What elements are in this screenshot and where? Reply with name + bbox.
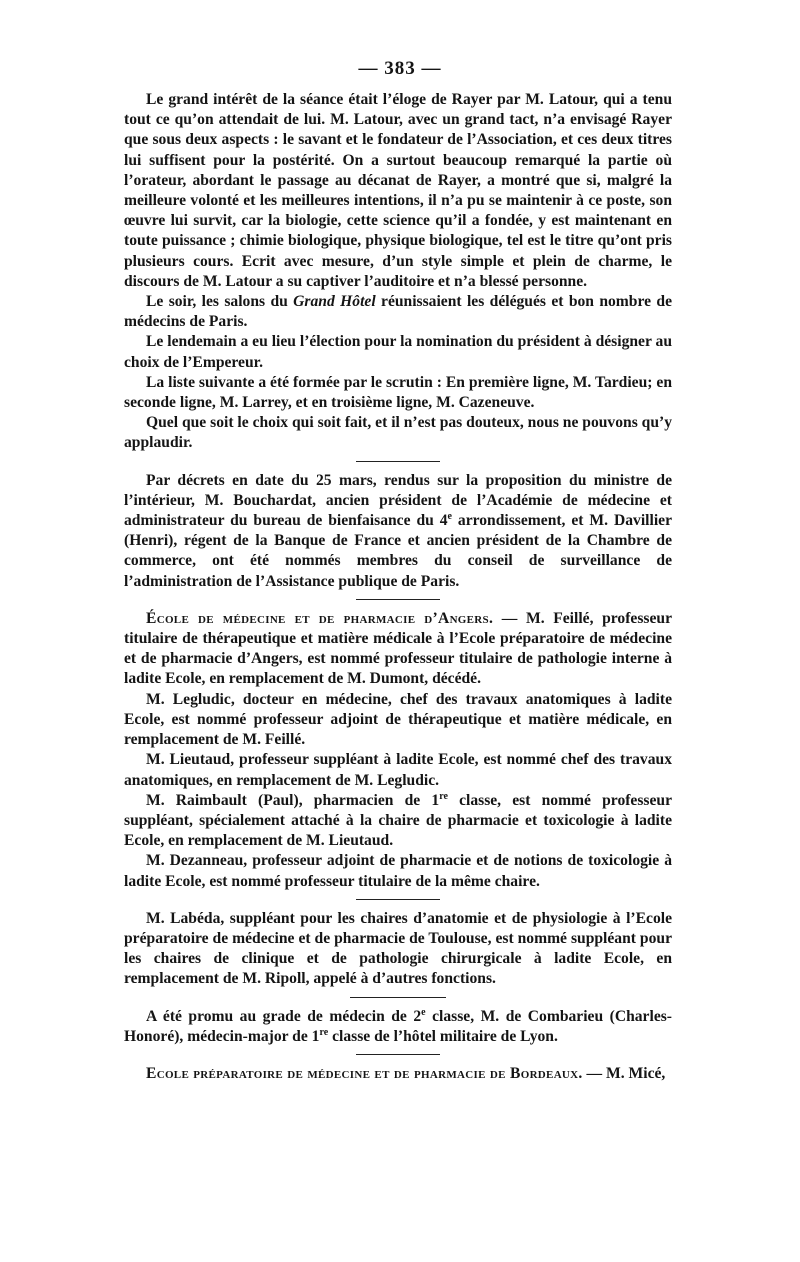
paragraph-dezanneau: M. Dezanneau, professeur adjoint de pharmacie et de notions de toxicologie à ladite Ecole, est nommé professeur titulaire de la même chaire. xyxy=(124,852,672,890)
paragraph-lieutaud: M. Lieutaud, professeur suppléant à ladite Ecole, est nommé chef des travaux anatomiques, en remplacement de M. Legludic. xyxy=(124,751,672,789)
paragraph-scrutin: La liste suivante a été formée par le scrutin : En première ligne, M. Tardieu; en seconde ligne, M. Larrey, et en troisième ligne, M. Cazeneuve. xyxy=(124,373,672,412)
paragraph-legludic: M. Legludic, docteur en médecine, chef des travaux anatomiques à ladite Ecole, est nommé professeur adjoint de thérapeutique et matière médicale, en remplacement de M. Feillé. xyxy=(124,690,672,749)
page-number: — 383 — xyxy=(358,58,442,79)
grand-hotel-italic: Grand Hôtel xyxy=(293,293,376,311)
paragraph-grand-hotel: Le soir, les salons du Grand Hôtel réunissaient les délégués et bon nombre de médecins de Paris. xyxy=(124,293,672,331)
paragraph-raimbault: M. Raimbault (Paul), pharmacien de 1re classe, est nommé professeur suppléant, spécialement attaché à la chaire de pharmacie et toxicologie à ladite Ecole, en remplacement de M. Lieutaud. xyxy=(124,790,673,850)
paragraph-election: Le lendemain a eu lieu l’élection pour la nomination du président à désigner au choix de l’Empereur. xyxy=(124,333,672,371)
paragraph-choix: Quel que soit le choix qui soit fait, et il n’est pas douteux, nous ne pouvons qu’y applaudir. xyxy=(124,414,672,452)
paragraph-labeda: M. Labéda, suppléant pour les chaires d’anatomie et de physiologie à l’Ecole préparatoire de médecine et de pharmacie de Toulouse, est nommé suppléant pour les chaires de clinique et de pathologie chirurgicale à ladite Ecole, en remplacement de M. Ripoll, appelé à d’autres fonctions. xyxy=(124,909,672,988)
paragraph-eloge-rayer: Le grand intérêt de la séance était l’éloge de Rayer par M. Latour, qui a tenu tout ce qu’on attendait de lui. M. Latour, avec un grand tact, n’a envisagé Rayer que sous deux aspects : le savant et le fondateur de l’Association, et ces deux titres lui suffisent pour la postérité. On a surtout beaucoup remarqué la partie où l’orateur, abordant le passage au décanat de Rayer, a montré que si, malgré la meilleure volonté et les meilleures intentions, il n’a pu se maintenir à ce poste, son œuvre lui survit, car la biologie, cette science qu’il a fondée, y est maintenant en toute puissance ; chimie biologique, physique biologique, tel est le titre qu’ont pris plusieurs cours. Ecrit avec mesure, d’un style simple et plein de charme, le discours de M. Latour a su captiver l’auditoire et n’a blessé personne. xyxy=(124,91,672,290)
separator-rule xyxy=(356,899,440,900)
paragraph-decrets: Par décrets en date du 25 mars, rendus sur la proposition du ministre de l’intérieur, M. Bouchardat, ancien président de l’Académie de médecine et administrateur du bureau de bienfaisance du 4e arrondissement, et M. Davillier (Henri), régent de la Banque de France et ancien président de la Chambre de commerce, ont été nommés membres du conseil de surveillance de l’administration de l’Assistance publique de Paris. xyxy=(124,471,672,590)
section-heading-angers: École de médecine et de pharmacie d’Angers. xyxy=(146,609,494,627)
paragraph-bordeaux-heading: Ecole préparatoire de médecine et de pharmacie de Bordeaux. — M. Micé, xyxy=(146,1064,666,1082)
separator-rule xyxy=(356,599,440,600)
page-body xyxy=(124,90,672,1084)
separator-rule xyxy=(350,997,446,998)
separator-rule xyxy=(356,1054,440,1055)
paragraph-angers-heading: École de médecine et de pharmacie d’Angers. — M. Feillé, professeur titulaire de thérapeutique et matière médicale à l’Ecole préparatoire de médecine et de pharmacie d’Angers, est nommé professeur titulaire de pathologie interne à ladite Ecole, en remplacement de M. Dumont, décédé. xyxy=(124,609,672,688)
separator-rule xyxy=(356,461,440,462)
paragraph-combarieu: A été promu au grade de médecin de 2e classe, M. de Combarieu (Charles-Honoré), médecin-major de 1re classe de l’hôtel militaire de Lyon. xyxy=(124,1006,672,1045)
section-heading-bordeaux: Ecole préparatoire de médecine et de pharmacie de Bordeaux. xyxy=(146,1064,583,1082)
